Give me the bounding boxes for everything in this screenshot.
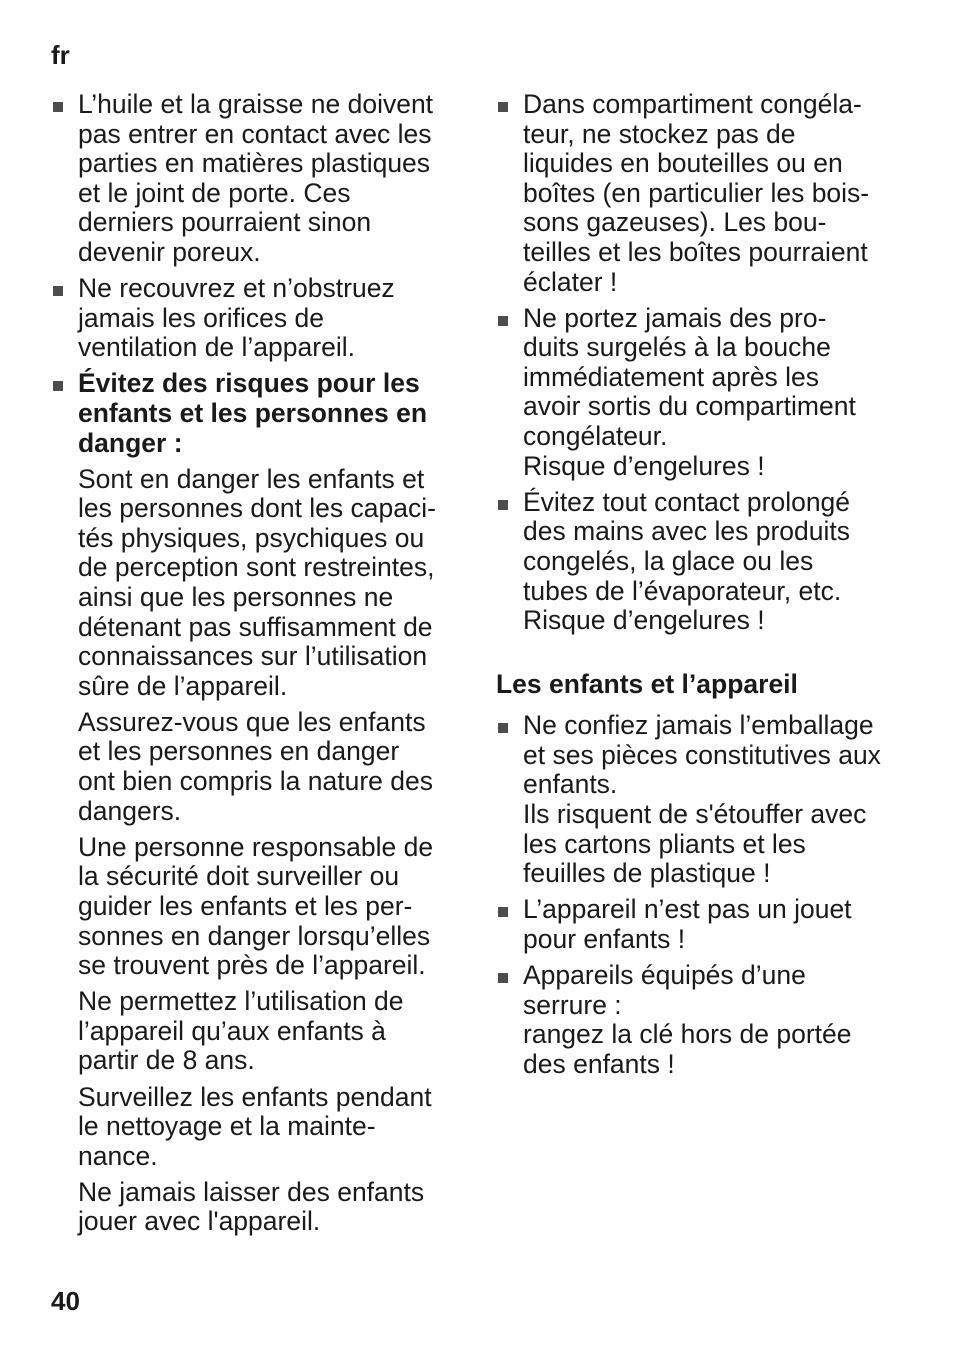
square-bullet-icon — [498, 316, 508, 326]
paragraph-supervise-cleaning: Surveillez les enfants pendant le nettoyage et la mainte- nance. — [78, 1081, 432, 1171]
paragraph-persons-at-risk: Sont en danger les enfants et les personnes dont les capaci- tés physiques, psychiques ou de perception sont restreintes, ainsi que les personnes ne détenant pas suffisamment de connaissances sur l’utilisation sûre de l’appareil. — [78, 463, 436, 701]
bullet-item-lock-key: Appareils équipés d’une serrure : rangez la clé hors de portée des enfants ! — [496, 961, 906, 1079]
square-bullet-icon — [53, 381, 63, 391]
square-bullet-icon — [498, 723, 508, 733]
page-number: 40 — [51, 1286, 80, 1316]
square-bullet-icon — [53, 286, 63, 296]
bullet-item-freezer-liquids: Dans compartiment congéla- teur, ne stockez pas de liquides en bouteilles ou en boîtes (en particulier les bois- sons gazeuses). Les bou- teilles et les boîtes pourraient éclater ! — [496, 90, 906, 297]
bullet-item-not-a-toy: L’appareil n’est pas un jouet pour enfants ! — [496, 895, 906, 954]
bullet-item-risk-heading: Évitez des risques pour les enfants et les personnes en danger : — [51, 369, 463, 458]
square-bullet-icon — [498, 973, 508, 983]
bullet-item-prolonged-contact: Évitez tout contact prolongé des mains avec les produits congelés, la glace ou les tubes de l’évaporateur, etc. Risque d’engelures ! — [496, 488, 906, 636]
square-bullet-icon — [498, 907, 508, 917]
square-bullet-icon — [498, 500, 508, 510]
paragraph-no-play: Ne jamais laisser des enfants jouer avec l'appareil. — [78, 1176, 425, 1237]
square-bullet-icon — [498, 102, 508, 112]
bullet-item-oil-grease: L’huile et la graisse ne doivent pas entrer en contact avec les parties en matières plastiques et le joint de porte. Ces derniers pourraient sinon devenir poreux. — [51, 90, 463, 268]
left-column — [51, 90, 463, 1243]
bullet-item-frozen-products-mouth: Ne portez jamais des pro- duits surgelés à la bouche immédiatement après les avoir sortis du compartiment congélateur. Risque d’engelures ! — [496, 304, 906, 482]
language-label: fr — [51, 40, 70, 70]
paragraph-age-limit: Ne permettez l’utilisation de l’appareil qu’aux enfants à partir de 8 ans. — [78, 986, 404, 1076]
bullet-item-packaging: Ne confiez jamais l’emballage et ses pièces constitutives aux enfants. Ils risquent de s'étouffer avec les cartons pliants et les feuilles de plastique ! — [496, 711, 906, 889]
bullet-item-ventilation: Ne recouvrez et n’obstruez jamais les orifices de ventilation de l’appareil. — [51, 274, 463, 363]
paragraph-ensure-understanding: Assurez-vous que les enfants et les personnes en danger ont bien compris la nature des dangers. — [78, 706, 434, 826]
section-heading: Les enfants et l’appareil — [496, 668, 798, 699]
paragraph-responsible-person: Une personne responsable de la sécurité doit surveiller ou guider les enfants et les per- sonnes en danger lorsqu’elles se trouvent près de l’appareil. — [78, 831, 434, 981]
right-column — [496, 90, 906, 1086]
square-bullet-icon — [53, 102, 63, 112]
